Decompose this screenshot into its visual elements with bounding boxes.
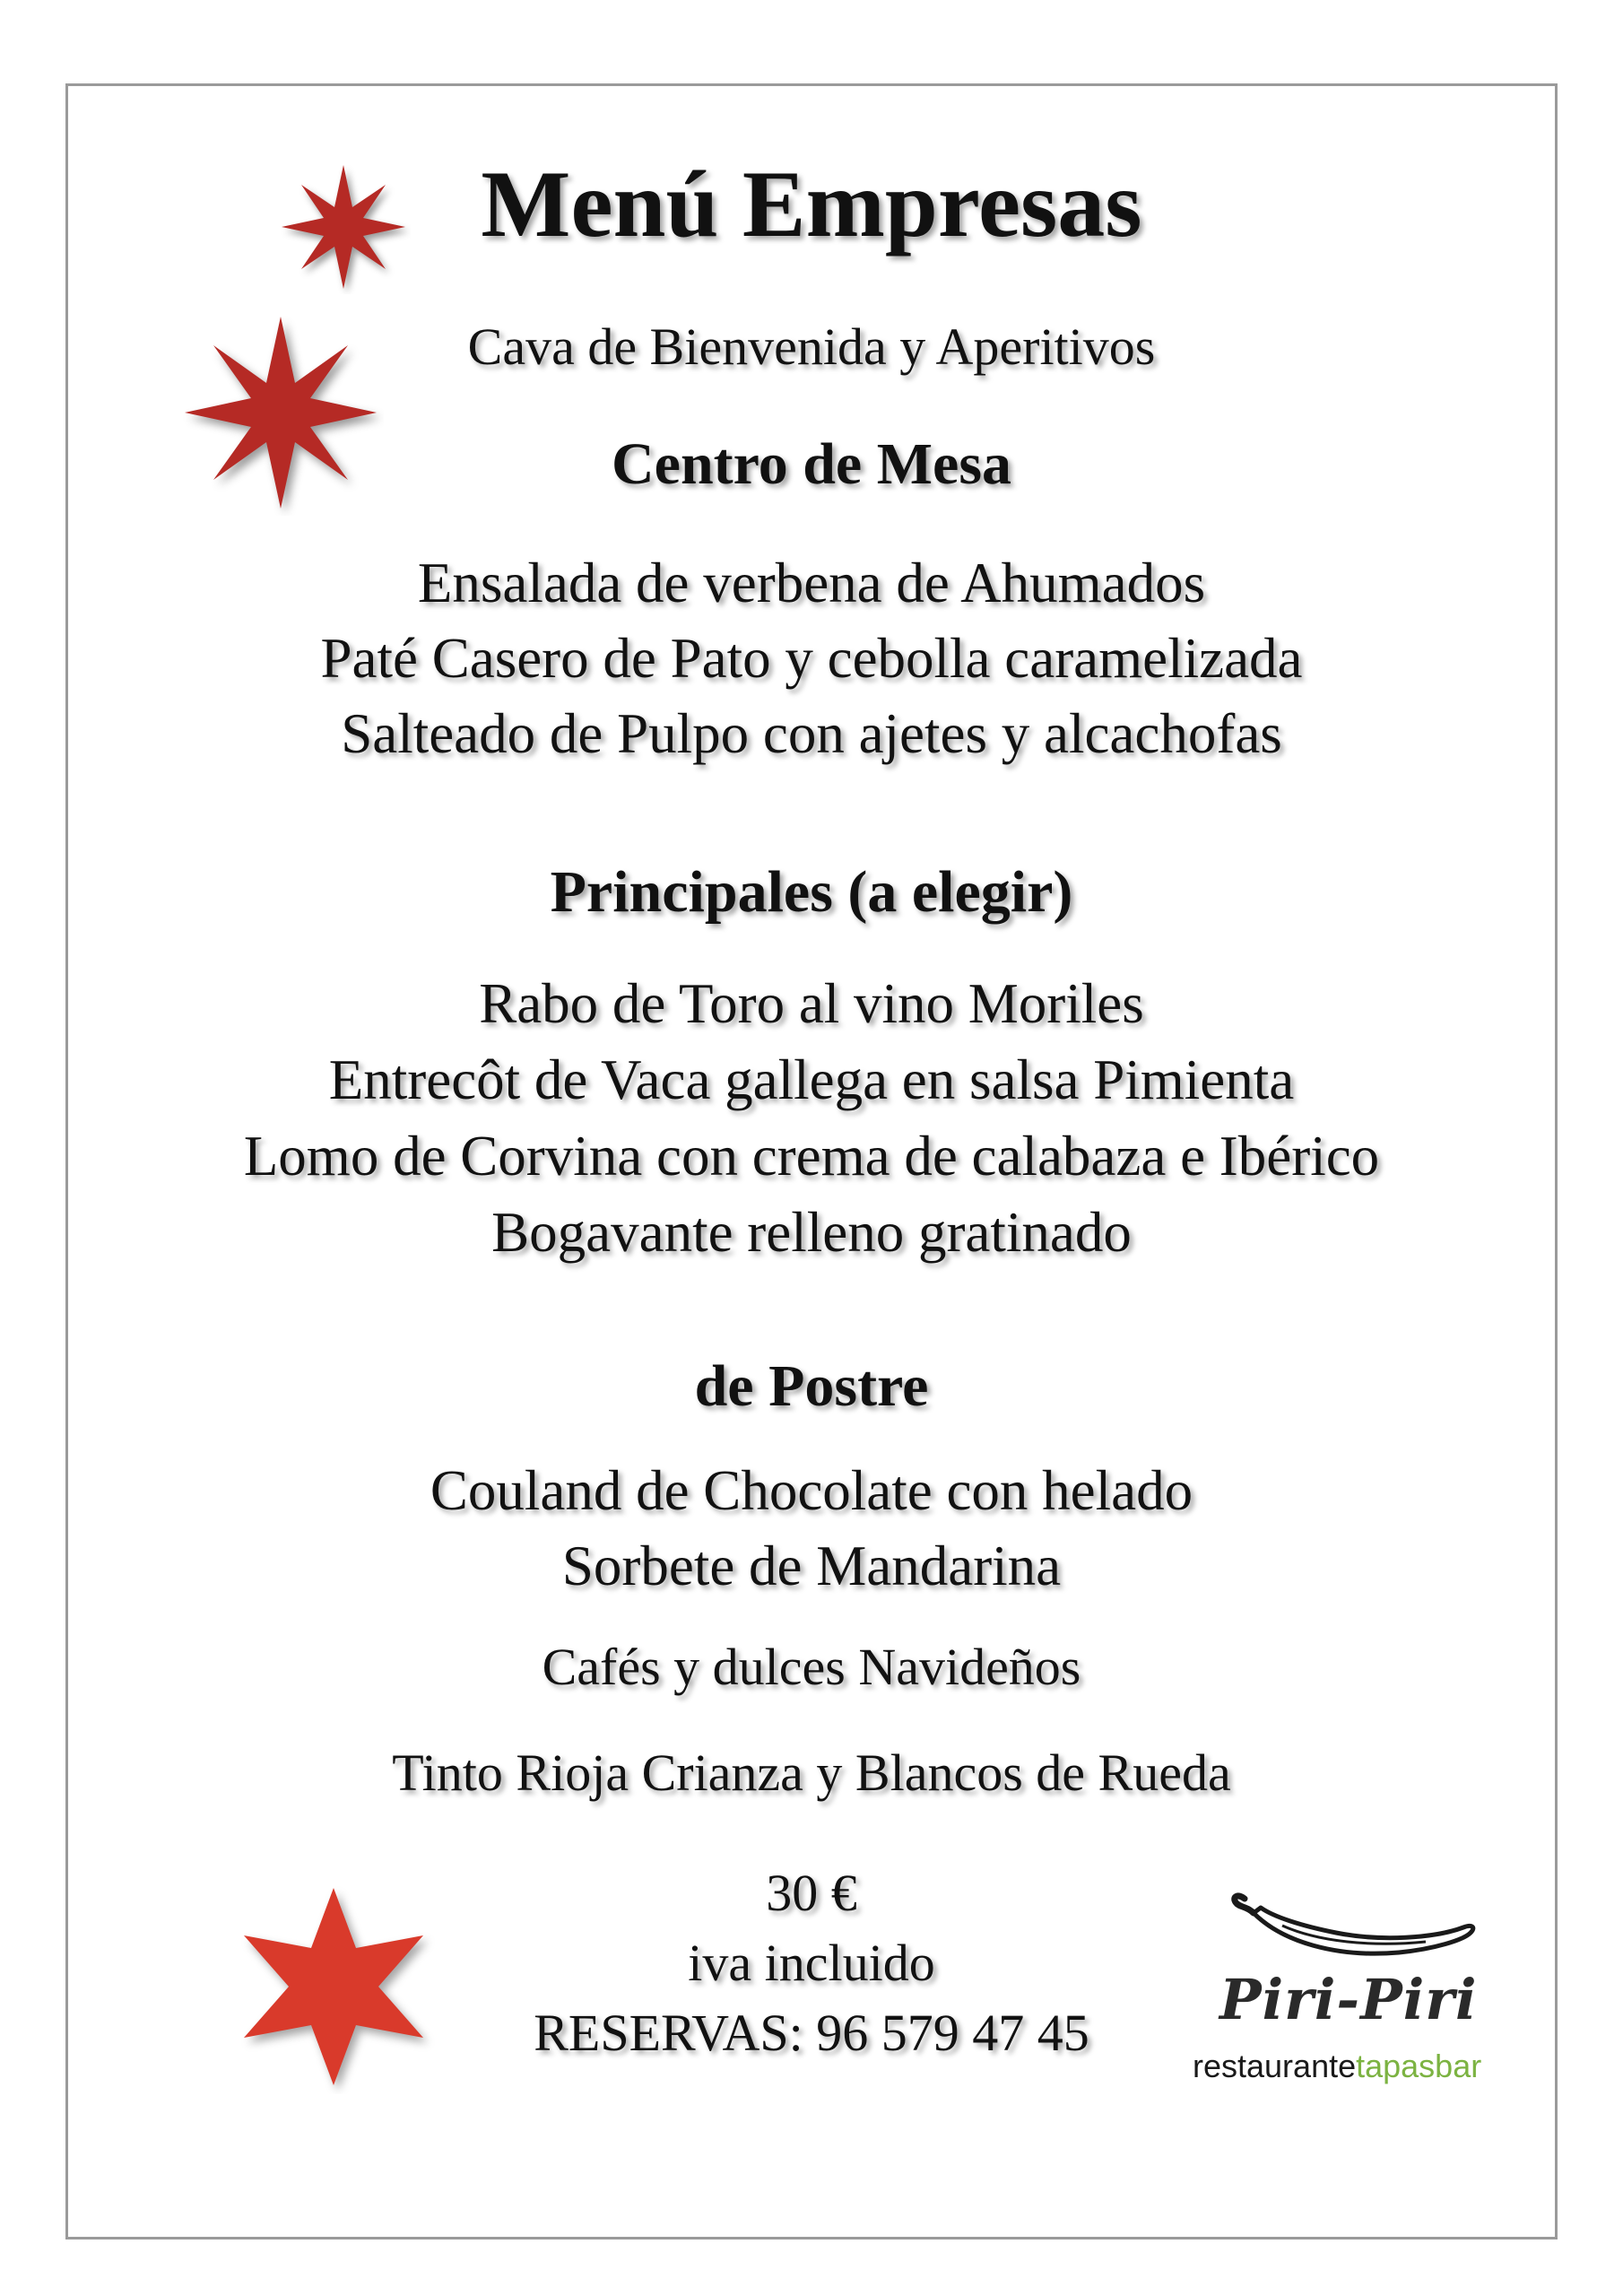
restaurant-logo (1193, 1888, 1515, 2103)
dish-item: Paté Casero de Pato y cebolla caramelizada (320, 627, 1303, 690)
dish-item: Salteado de Pulpo con ajetes y alcachofas (341, 702, 1282, 765)
section-heading-centro: Centro de Mesa (611, 431, 1011, 497)
section-heading-principales: Principales (a elegir) (550, 859, 1073, 925)
reservations-phone: RESERVAS: 96 579 47 45 (534, 2004, 1089, 2062)
dish-item: Couland de Chocolate con helado (430, 1459, 1193, 1522)
section-heading-postre: de Postre (694, 1353, 929, 1419)
welcome-line: Cava de Bienvenida y Aperitivos (467, 317, 1156, 376)
wine-line: Tinto Rioja Crianza y Blancos de Rueda (392, 1744, 1231, 1802)
logo-tagline (1193, 2048, 1481, 2085)
dish-item: Sorbete de Mandarina (561, 1535, 1062, 1597)
dish-item: Bogavante relleno gratinado (491, 1201, 1132, 1264)
price: 30 € (766, 1864, 857, 1922)
dish-item: Ensalada de verbena de Ahumados (417, 552, 1206, 614)
dish-item: Lomo de Corvina con crema de calabaza e Ibérico (243, 1125, 1380, 1187)
page-title: Menú Empresas (481, 152, 1142, 257)
logo-name: Piri-Piri (1219, 1967, 1478, 2032)
logo-tagline-part2: tapasbar (1356, 2048, 1482, 2084)
tax-note: iva incluido (688, 1934, 935, 1992)
dish-item: Rabo de Toro al vino Moriles (479, 972, 1144, 1035)
dish-item: Entrecôt de Vaca gallega en salsa Pimienta (328, 1048, 1295, 1111)
logo-tagline-part1: restaurante (1193, 2048, 1357, 2084)
coffee-line: Cafés y dulces Navideños (542, 1638, 1081, 1696)
